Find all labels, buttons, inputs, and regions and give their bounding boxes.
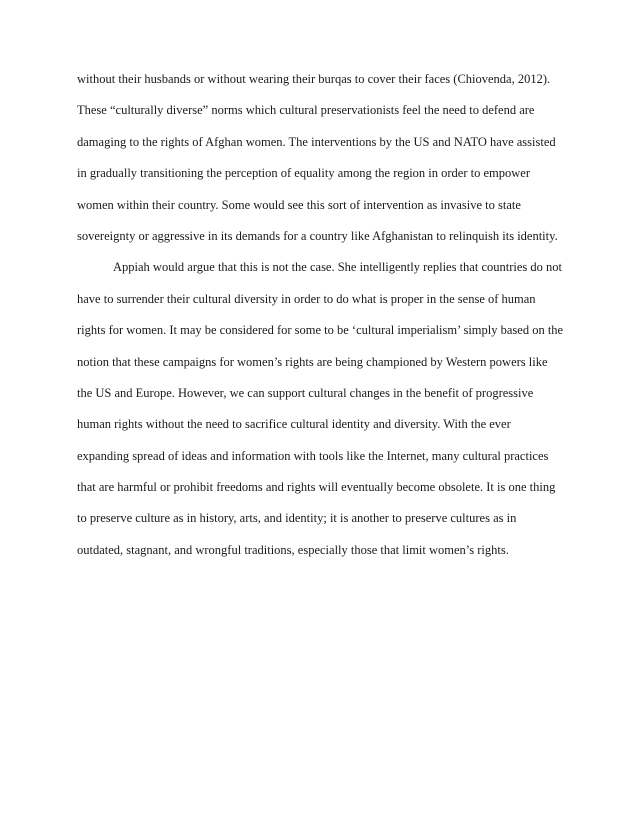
text-line: notion that these campaigns for women’s rights are being championed by Western powers like	[77, 354, 548, 369]
text-line: to preserve culture as in history, arts, and identity; it is another to preserve cultures as in	[77, 511, 517, 526]
text-line: rights for women. It may be considered for some to be ‘cultural imperialism’ simply based on the	[77, 323, 564, 338]
text-line: human rights without the need to sacrifice cultural identity and diversity. With the ever	[77, 417, 511, 432]
text-line: damaging to the rights of Afghan women. The interventions by the US and NATO have assisted	[77, 134, 556, 149]
text-line: the US and Europe. However, we can support cultural changes in the benefit of progressive	[77, 385, 534, 400]
text-line: that are harmful or prohibit freedoms and rights will eventually become obsolete. It is one thing	[77, 480, 556, 495]
text-line: expanding spread of ideas and information with tools like the Internet, many cultural practices	[77, 448, 549, 463]
body-text	[77, 64, 577, 566]
text-line: in gradually transitioning the perception of equality among the region in order to empower	[77, 166, 530, 181]
text-line: without their husbands or without wearing their burqas to cover their faces (Chiovenda, 2012).	[77, 72, 551, 86]
text-line: women within their country. Some would see this sort of intervention as invasive to state	[77, 197, 521, 212]
text-line: have to surrender their cultural diversity in order to do what is proper in the sense of human	[77, 291, 536, 306]
text-line: sovereignty or aggressive in its demands for a country like Afghanistan to relinquish its identity.	[77, 228, 558, 243]
paragraph-start-line: Appiah would argue that this is not the case. She intelligently replies that countries do not	[113, 260, 562, 275]
text-line: outdated, stagnant, and wrongful traditions, especially those that limit women’s rights.	[77, 542, 509, 557]
text-line: These “culturally diverse” norms which cultural preservationists feel the need to defend are	[77, 103, 535, 118]
